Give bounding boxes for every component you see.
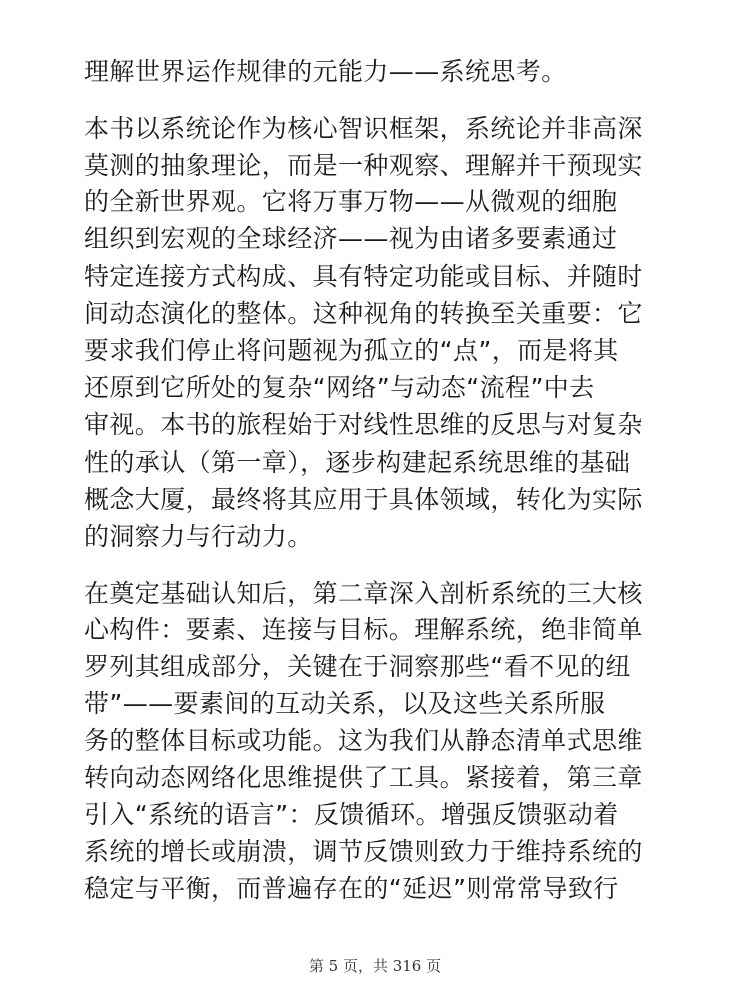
text-line: 间动态演化的整体。这种视角的转换至关重要：它 <box>84 299 643 328</box>
text-line: 组织到宏观的全球经济——视为由诸多要素通过 <box>84 224 618 253</box>
text-line: 还原到它所处的复杂“网络”与动态“流程”中去 <box>84 373 595 402</box>
text-line: 系统的增长或崩溃，调节反馈则致力于维持系统的 <box>84 837 643 866</box>
text-line: 转向动态网络化思维提供了工具。紧接着，第三章 <box>84 763 643 792</box>
text-line: 审视。本书的旅程始于对线性思维的反思与对复杂 <box>84 410 643 439</box>
text-line: 莫测的抽象理论，而是一种观察、理解并干预现实 <box>84 151 643 180</box>
text-line: 本书以系统论作为核心智识框架，系统论并非高深 <box>84 114 643 143</box>
text-line: 的全新世界观。它将万事万物——从微观的细胞 <box>84 187 618 216</box>
page-number-footer: 第 5 页，共 316 页 <box>308 957 442 975</box>
text-line: 务的整体目标或功能。这为我们从静态清单式思维 <box>84 726 643 755</box>
text-line: 心构件：要素、连接与目标。理解系统，绝非简单 <box>84 615 643 644</box>
text-line: 的洞察力与行动力。 <box>84 522 313 551</box>
text-line: 概念大厦，最终将其应用于具体领域，转化为实际 <box>84 485 643 514</box>
text-line: 要求我们停止将问题视为孤立的“点”，而是将其 <box>84 336 619 365</box>
text-line: 罗列其组成部分，关键在于洞察那些“看不见的纽 <box>84 652 631 681</box>
text-line: 在奠定基础认知后，第二章深入剖析系统的三大核 <box>84 579 643 608</box>
text-line: 特定连接方式构成、具有特定功能或目标、并随时 <box>84 262 643 291</box>
text-line: 带”——要素间的互动关系，以及这些关系所服 <box>84 689 606 718</box>
text-line: 性的承认（第一章），逐步构建起系统思维的基础 <box>84 448 631 477</box>
text-line: 稳定与平衡，而普遍存在的“延迟”则常常导致行 <box>84 874 619 903</box>
text-line: 理解世界运作规律的元能力——系统思考。 <box>84 57 567 86</box>
text-line: 引入“系统的语言”：反馈循环。增强反馈驱动着 <box>84 800 619 829</box>
